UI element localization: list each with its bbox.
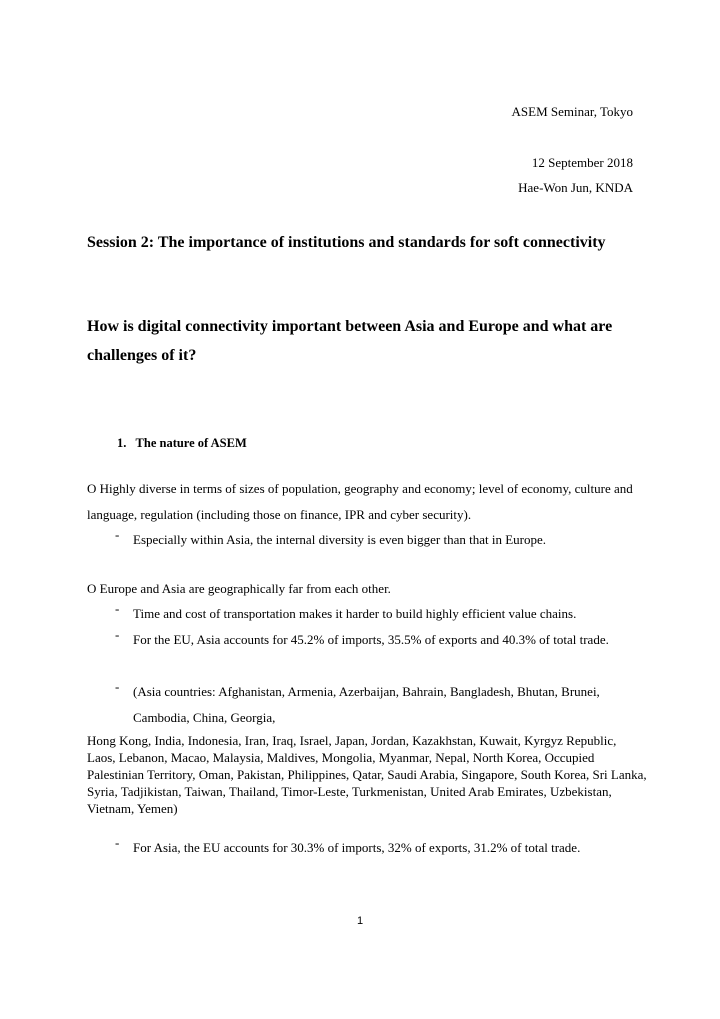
bullet-text: (Asia countries: Afghanistan, Armenia, Azerbaijan, Bahrain, Bangladesh, Bhutan, Brunei, Cambodia, China, Georgia, [133, 684, 600, 725]
question-title: How is digital connectivity important between Asia and Europe and what are challenges of it? [87, 318, 613, 364]
section-heading [117, 436, 247, 451]
country-list: Hong Kong, India, Indonesia, Iran, Iraq, Israel, Japan, Jordan, Kazakhstan, Kuwait, Kyrgyz Republic, Laos, Lebanon, Macao, Malaysia, Maldives, Mongolia, Myanmar, Nepal, North Korea, Occupied Palestinian Territory, Oman, Pakistan, Philippines, Qatar, Saudi Arabia, Singapore, South Korea, Sri Lanka, Syria, Tadjikistan, Taiwan, Thailand, Timor-Leste, Turkmenistan, United Arab Emirates, Uzbekistan, Vietnam, Yemen) [87, 733, 647, 816]
header-date: 12 September 2018 [531, 155, 633, 170]
section-title: The nature of ASEM [135, 436, 247, 450]
bullet-marker: - [115, 627, 120, 642]
page-number: 1 [356, 915, 364, 927]
header-event: ASEM Seminar, Tokyo [511, 104, 633, 119]
bullet-text: For Asia, the EU accounts for 30.3% of imports, 32% of exports, 31.2% of total trade. [133, 840, 581, 855]
paragraph-diversity: O Highly diverse in terms of sizes of population, geography and economy; level of economy, culture and language, regulation (including those on finance, IPR and cyber security). [87, 481, 633, 522]
session-title: Session 2: The importance of institutions and standards for soft connectivity [87, 234, 606, 251]
bullet-marker: - [115, 601, 120, 616]
bullet-text: Time and cost of transportation makes it harder to build highly efficient value chains. [133, 606, 577, 621]
bullet-marker: - [115, 679, 120, 694]
paragraph-geography: O Europe and Asia are geographically far from each other. [87, 581, 391, 596]
bullet-text: For the EU, Asia accounts for 45.2% of imports, 35.5% of exports and 40.3% of total trade. [133, 632, 609, 647]
bullet-marker: - [115, 835, 120, 850]
section-number: 1. [117, 436, 127, 450]
bullet-marker: - [115, 527, 120, 542]
header-author: Hae-Won Jun, KNDA [518, 180, 633, 195]
bullet-text: Especially within Asia, the internal diversity is even bigger than that in Europe. [133, 532, 547, 547]
